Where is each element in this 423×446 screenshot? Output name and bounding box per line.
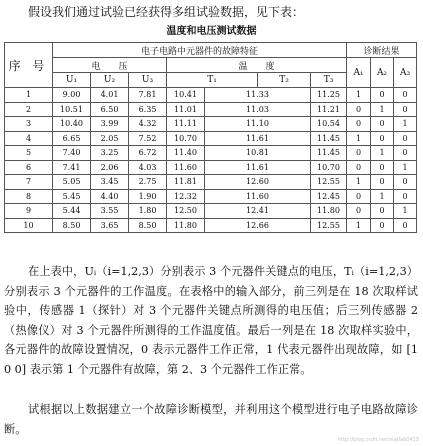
table-row bbox=[5, 160, 417, 175]
table-cell: 11.45 bbox=[311, 146, 347, 161]
table-cell: 0 bbox=[371, 175, 394, 190]
table-cell: 6.65 bbox=[53, 131, 91, 146]
table-cell: 11.10 bbox=[205, 117, 311, 132]
table-row bbox=[5, 131, 417, 146]
table-cell: 11.21 bbox=[311, 102, 347, 117]
table-cell: 0 bbox=[394, 189, 417, 204]
table-cell: 9 bbox=[5, 204, 53, 219]
table-cell: 11.81 bbox=[167, 175, 205, 190]
table-cell: 0 bbox=[371, 117, 394, 132]
table-cell: 2.06 bbox=[91, 160, 129, 175]
table-cell: 0 bbox=[347, 189, 371, 204]
table-cell: 5 bbox=[5, 146, 53, 161]
voltage-header: 电 压 bbox=[53, 58, 167, 73]
table-cell: 8 bbox=[5, 189, 53, 204]
table-cell: 1 bbox=[347, 175, 371, 190]
table-cell: 4.01 bbox=[91, 88, 129, 103]
table-row bbox=[5, 117, 417, 132]
table-row bbox=[5, 175, 417, 190]
table-cell: 11.60 bbox=[205, 189, 311, 204]
table-cell: 5.45 bbox=[53, 189, 91, 204]
table-cell: 5.44 bbox=[53, 204, 91, 219]
table-cell: 10.81 bbox=[205, 146, 311, 161]
task-paragraph: 试根据以上数据建立一个故障诊断模型，并利用这个模型进行电子电路故障诊断。 bbox=[4, 403, 418, 436]
table-row bbox=[5, 88, 417, 103]
table-cell: 9.00 bbox=[53, 88, 91, 103]
table-cell: 7 bbox=[5, 175, 53, 190]
col-t1-header: T₁ bbox=[167, 73, 258, 88]
table-cell: 6.35 bbox=[129, 102, 167, 117]
table-cell: 1 bbox=[394, 160, 417, 175]
table-cell: 12.41 bbox=[205, 204, 311, 219]
table-cell: 10.70 bbox=[167, 131, 205, 146]
table-cell: 1 bbox=[347, 131, 371, 146]
table-cell: 1.90 bbox=[129, 189, 167, 204]
table-cell: 11.61 bbox=[205, 160, 311, 175]
table-cell: 3.55 bbox=[91, 204, 129, 219]
table-cell: 4 bbox=[5, 131, 53, 146]
table-row bbox=[5, 146, 417, 161]
table-cell: 8.50 bbox=[129, 218, 167, 233]
table-cell: 5.05 bbox=[53, 175, 91, 190]
table-body bbox=[5, 88, 417, 233]
table-cell: 0 bbox=[394, 131, 417, 146]
table-cell: 6.72 bbox=[129, 146, 167, 161]
fault-data-table bbox=[4, 42, 417, 233]
table-row bbox=[5, 218, 417, 233]
table-cell: 4.40 bbox=[91, 189, 129, 204]
table-cell: 11.80 bbox=[167, 218, 205, 233]
table-cell: 1 bbox=[347, 88, 371, 103]
col-a3-header: A₃ bbox=[394, 58, 417, 88]
table-cell: 11.25 bbox=[311, 88, 347, 103]
col-a2-header: A₂ bbox=[371, 58, 394, 88]
table-cell: 0 bbox=[394, 88, 417, 103]
table-cell: 1 bbox=[394, 204, 417, 219]
seq-header: 序 号 bbox=[5, 43, 53, 88]
table-cell: 1 bbox=[371, 189, 394, 204]
table-cell: 0 bbox=[347, 102, 371, 117]
diagnosis-header: 诊断结果 bbox=[347, 43, 417, 58]
table-cell: 11.60 bbox=[167, 160, 205, 175]
table-cell: 11.40 bbox=[167, 146, 205, 161]
table-cell: 11.33 bbox=[205, 88, 311, 103]
table-cell: 2.75 bbox=[129, 175, 167, 190]
table-cell: 1 bbox=[371, 146, 394, 161]
table-cell: 4.03 bbox=[129, 160, 167, 175]
table-cell: 1 bbox=[371, 102, 394, 117]
intro-text: 假设我们通过试验已经获得多组试验数据，见下表： bbox=[28, 5, 305, 19]
table-cell: 11.45 bbox=[311, 131, 347, 146]
table-cell: 0 bbox=[371, 204, 394, 219]
table-cell: 2.05 bbox=[91, 131, 129, 146]
table-cell: 7.40 bbox=[53, 146, 91, 161]
table-cell: 0 bbox=[394, 102, 417, 117]
table-cell: 0 bbox=[371, 160, 394, 175]
table-row bbox=[5, 102, 417, 117]
table-cell: 4.32 bbox=[129, 117, 167, 132]
table-cell: 3 bbox=[5, 117, 53, 132]
table-cell: 11.61 bbox=[205, 131, 311, 146]
table-cell: 11.03 bbox=[205, 102, 311, 117]
table-cell: 0 bbox=[371, 88, 394, 103]
table-cell: 12.45 bbox=[311, 189, 347, 204]
table-cell: 12.32 bbox=[167, 189, 205, 204]
temperature-header: 温 度 bbox=[167, 58, 347, 73]
table-cell: 12.55 bbox=[311, 175, 347, 190]
table-cell: 3.65 bbox=[91, 218, 129, 233]
table-cell: 10.51 bbox=[53, 102, 91, 117]
table-cell: 6.50 bbox=[91, 102, 129, 117]
table-cell: 12.50 bbox=[167, 204, 205, 219]
feature-header: 电子电路中元器件的故障特征 bbox=[53, 43, 347, 58]
table-cell: 3.99 bbox=[91, 117, 129, 132]
table-cell: 10.41 bbox=[167, 88, 205, 103]
table-cell: 8.50 bbox=[53, 218, 91, 233]
table-cell: 0 bbox=[347, 204, 371, 219]
col-t3-header: T₃ bbox=[311, 73, 347, 88]
table-cell: 3.25 bbox=[91, 146, 129, 161]
table-row bbox=[5, 189, 417, 204]
col-a1-header: A₁ bbox=[347, 58, 371, 88]
table-cell: 10.70 bbox=[311, 160, 347, 175]
table-cell: 11.80 bbox=[311, 204, 347, 219]
table-cell: 6 bbox=[5, 160, 53, 175]
explanation-paragraph: 在上表中，Uᵢ（i=1,2,3）分别表示 3 个元器件关键点的电压，Tᵢ（i=1,2,3）分别表示 3 个元器件的工作温度。在表格中的输入部分，前三列是在 18 次取样试验中，传感器 1（探针）对 3 个元器件关键点所测得的电压值；后三列传感器 2（热像仪）对 3 个元器件所测得的工作温度值。最后一列是在 18 次取样实验中，各元器件的故障设置情况，0 表示元器件工作正常，1 代表元器件出现故障，如 [1 0 0] 表示第 1 个元器件有故障，第 2、3 个元器件工作正常。 bbox=[4, 265, 418, 376]
table-cell: 3.45 bbox=[91, 175, 129, 190]
table-cell: 11.01 bbox=[167, 102, 205, 117]
table-cell: 0 bbox=[347, 117, 371, 132]
table-cell: 7.41 bbox=[53, 160, 91, 175]
table-cell: 1 bbox=[394, 117, 417, 132]
table-cell: 7.52 bbox=[129, 131, 167, 146]
watermark-url: http://blog.csdn.net/matlab0419 bbox=[337, 437, 419, 443]
table-cell: 0 bbox=[347, 160, 371, 175]
table-cell: 12.66 bbox=[205, 218, 311, 233]
table-title: 温度和电压测试数据 bbox=[166, 26, 257, 37]
table-cell: 10.40 bbox=[53, 117, 91, 132]
col-u2-header: U₂ bbox=[91, 73, 129, 88]
col-u3-header: U₃ bbox=[129, 73, 167, 88]
col-u1-header: U₁ bbox=[53, 73, 91, 88]
table-cell: 1 bbox=[5, 88, 53, 103]
table-cell: 12.60 bbox=[205, 175, 311, 190]
table-cell: 0 bbox=[371, 131, 394, 146]
table-cell: 0 bbox=[394, 175, 417, 190]
table-cell: 7.81 bbox=[129, 88, 167, 103]
table-cell: 1.80 bbox=[129, 204, 167, 219]
table-cell: 10 bbox=[5, 218, 53, 233]
table-cell: 10.54 bbox=[311, 117, 347, 132]
table-cell: 0 bbox=[394, 146, 417, 161]
table-cell: 0 bbox=[394, 218, 417, 233]
table-cell: 2 bbox=[5, 102, 53, 117]
col-t2-header: T₂ bbox=[258, 73, 311, 88]
table-cell: 0 bbox=[347, 146, 371, 161]
table-cell: 0 bbox=[371, 218, 394, 233]
table-cell: 1 bbox=[347, 218, 371, 233]
table-cell: 12.55 bbox=[311, 218, 347, 233]
table-cell: 11.11 bbox=[167, 117, 205, 132]
table-row bbox=[5, 204, 417, 219]
